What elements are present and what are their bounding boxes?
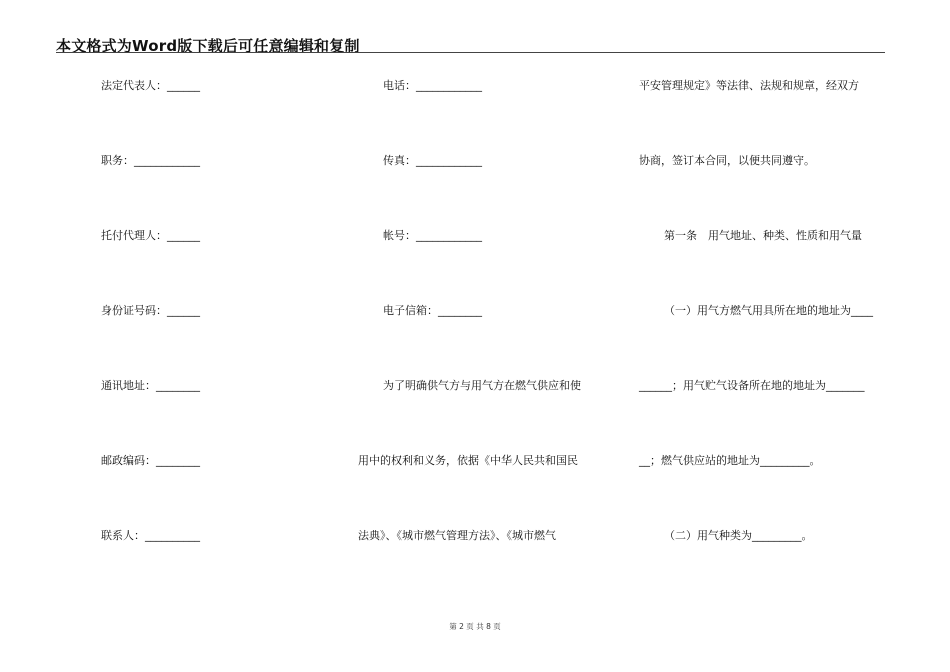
contract-text-line: 协商，签订本合同，以便共同遵守。 [639, 154, 815, 167]
authorized-agent-field: 托付代理人：______ [101, 229, 200, 242]
contract-text-line: （二）用气种类为_________。 [664, 529, 813, 542]
contract-text-line: 为了明确供气方与用气方在燃气供应和使 [383, 379, 581, 392]
article-heading: 第一条 用气地址、种类、性质和用气量 [664, 229, 862, 242]
contract-text-line: __；燃气供应站的地址为_________。 [639, 454, 821, 467]
fax-field: 传真：____________ [383, 154, 482, 167]
email-field: 电子信箱：________ [383, 304, 482, 317]
id-number-field: 身份证号码：______ [101, 304, 200, 317]
contract-text-line: 平安管理规定》等法律、法规和规章，经双方 [639, 79, 859, 92]
contract-text-line: ______；用气贮气设备所在地的地址为_______ [639, 379, 865, 392]
postal-code-field: 邮政编码：________ [101, 454, 200, 467]
page-number: 第 2 页 共 8 页 [449, 622, 501, 631]
contract-text-line: 用中的权利和义务，依据《中华人民共和国民 [358, 454, 578, 467]
contract-text-line: 法典》、《城市燃气管理方法》、《城市燃气 [358, 529, 556, 542]
account-field: 帐号：____________ [383, 229, 482, 242]
contact-person-field: 联系人：__________ [101, 529, 200, 542]
header-divider [56, 52, 885, 53]
legal-representative-field: 法定代表人：______ [101, 79, 200, 92]
contract-text-line: （一）用气方燃气用具所在地的地址为____ [664, 304, 873, 317]
telephone-field: 电话：____________ [383, 79, 482, 92]
mailing-address-field: 通讯地址：________ [101, 379, 200, 392]
position-field: 职务：____________ [101, 154, 200, 167]
document-header-title: 本文格式为Word版下载后可任意编辑和复制 [56, 37, 360, 55]
